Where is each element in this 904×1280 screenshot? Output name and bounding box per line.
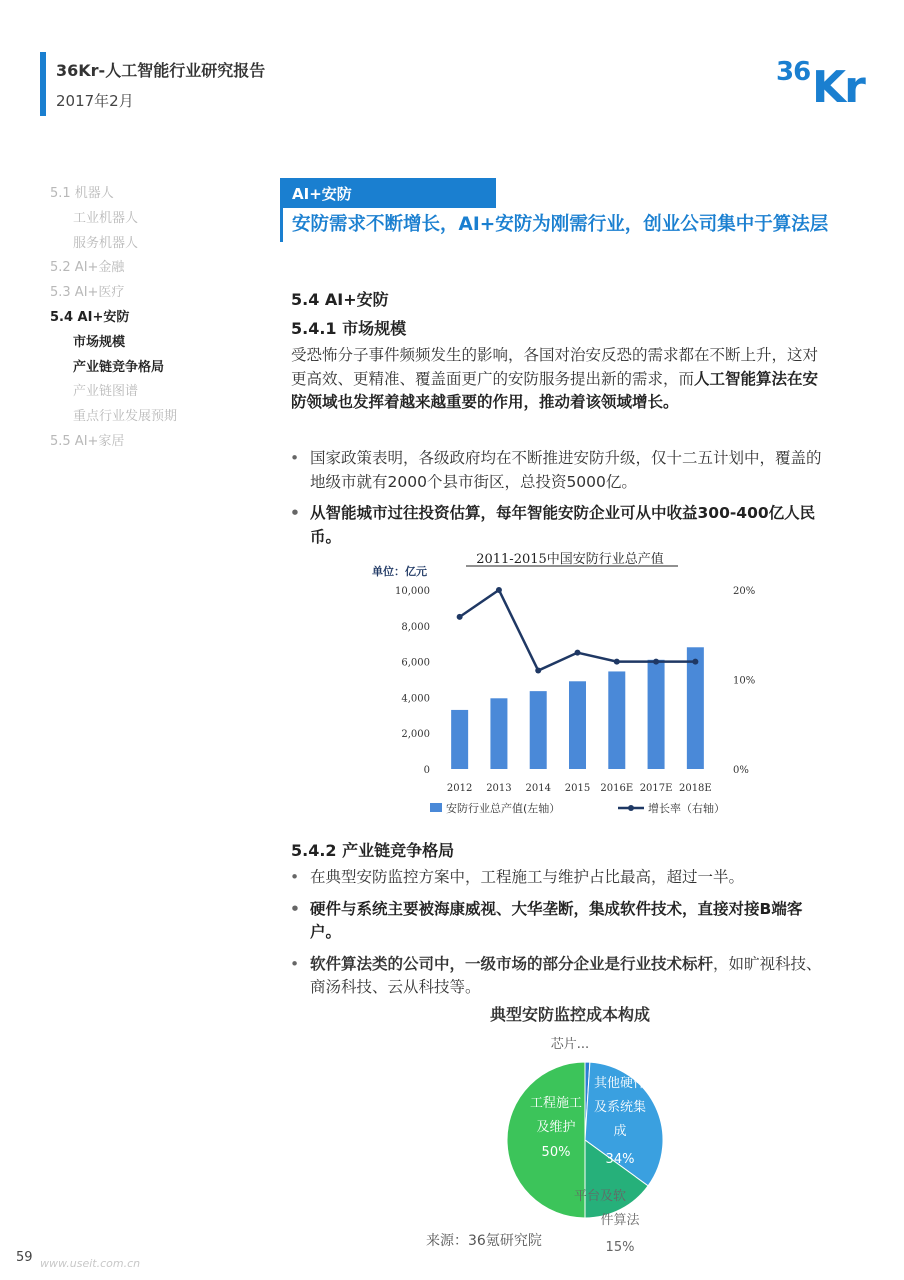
pie-label-hardware-3: 成 <box>613 1124 627 1139</box>
toc-item: 市场规模 <box>73 334 126 350</box>
pie-chart-title: 典型安防监控成本构成 <box>490 1005 651 1024</box>
growth-point-2015 <box>575 650 581 656</box>
pie-label-software-2: 件算法 <box>600 1213 640 1228</box>
y-tick-left: 0 <box>423 765 430 776</box>
legend-bars: 安防行业总产值(左轴） <box>446 802 561 815</box>
x-tick: 2018E <box>678 783 712 794</box>
bar-2017E <box>648 660 665 769</box>
x-tick: 2017E <box>639 783 673 794</box>
toc-item: 5.3 AI+医疗 <box>50 285 125 301</box>
toc-item: 服务机器人 <box>73 235 139 251</box>
cost-structure-pie <box>490 1025 690 1265</box>
x-tick: 2016E <box>600 783 634 794</box>
bar-2016E <box>608 671 625 769</box>
chart-title: 2011-2015中国安防行业总产值 <box>476 552 664 567</box>
y-axis-unit: 单位：亿元 <box>372 565 427 578</box>
bar-2012 <box>451 710 468 769</box>
bullet-policy: • 国家政策表明，各级政府均在不断推进安防升级，仅十二五计划中，覆盖的地级市就有2000个县市街区，总投资5000亿。 <box>288 447 833 494</box>
y-tick-right: 20% <box>733 586 756 597</box>
bullet-software <box>288 953 833 1000</box>
heading-5-4-1: 5.4.1 市场规模 <box>291 319 407 338</box>
bullet-revenue: • 从智能城市过往投资估算，每年智能安防企业可从中收益300-400亿人民币。 <box>288 502 833 549</box>
headline-accent <box>280 208 283 242</box>
header-accent-bar <box>40 52 46 116</box>
section-tag-bar <box>280 178 496 208</box>
y-tick-right: 10% <box>733 675 756 687</box>
toc-item: 5.5 AI+家居 <box>50 433 125 449</box>
paragraph-normal: 受恐怖分子事件频频发生的影响，各国对治安反恐的需求都在不断上升，这对更高效、更精准、覆盖面更广的安防服务提出新的需求，而 <box>291 346 819 388</box>
bullet-hardware: • 硬件与系统主要被海康威视、大华垄断，集成软件技术，直接对接B端客户。 <box>288 898 833 945</box>
security-output-chart <box>360 540 780 825</box>
bullet-software-bold: 软件算法类的公司中，一级市场的部分企业是行业技术标杆 <box>310 954 714 973</box>
table-of-contents <box>50 182 250 455</box>
x-tick: 2015 <box>564 783 591 794</box>
section-tag: AI+安防 <box>292 185 352 203</box>
pie-pct-software: 15% <box>605 1240 635 1255</box>
x-tick: 2012 <box>446 783 473 794</box>
growth-point-2018E <box>692 659 698 665</box>
y-tick-left: 2,000 <box>401 729 430 741</box>
report-date: 2017年2月 <box>56 92 134 110</box>
pie-label-hardware-1: 其他硬件 <box>593 1076 647 1091</box>
x-tick: 2013 <box>486 783 512 794</box>
report-title: 36Kr-人工智能行业研究报告 <box>56 61 266 80</box>
x-tick: 2014 <box>525 783 551 794</box>
pie-label-software-1: 平台及软 <box>573 1189 627 1204</box>
y-tick-left: 10,000 <box>395 586 430 597</box>
bar-2015 <box>569 681 586 769</box>
toc-item: 产业链图谱 <box>73 384 139 400</box>
36kr-logo <box>772 50 872 106</box>
bar-2018E <box>687 647 704 769</box>
pie-label-hardware-2: 及系统集 <box>593 1100 647 1115</box>
growth-point-2017E <box>653 659 659 665</box>
watermark: www.useit.com.cn <box>40 1257 141 1270</box>
toc-item: 工业机器人 <box>73 210 139 226</box>
source-note: 来源：36氪研究院 <box>426 1233 542 1249</box>
paragraph-bold: 人工智能算法在安防领域也发挥着越来越重要的作用，推动着该领域增长。 <box>291 369 819 412</box>
pie-label-engineering-1: 工程施工 <box>529 1096 583 1111</box>
bullet-cost-share: • 在典型安防监控方案中，工程施工与维护占比最高，超过一半。 <box>288 866 833 890</box>
pie-pct-hardware: 34% <box>605 1152 635 1167</box>
chain-bullets <box>288 866 833 1008</box>
toc-item: 5.2 AI+金融 <box>50 260 125 276</box>
y-tick-left: 8,000 <box>401 621 430 633</box>
page-number: 59 <box>16 1250 33 1265</box>
y-tick-left: 6,000 <box>401 657 430 669</box>
legend-swatch-bars <box>430 803 442 812</box>
heading-5-4-2: 5.4.2 产业链竞争格局 <box>291 841 455 860</box>
logo-digits: 36 <box>776 57 811 87</box>
y-tick-left: 4,000 <box>401 693 430 705</box>
market-paragraph <box>291 344 831 415</box>
pie-label-engineering-2: 及维护 <box>536 1120 576 1135</box>
y-tick-right: 0% <box>733 765 749 776</box>
bullet-software-normal: ，如旷视科技、商汤科技、云从科技等。 <box>310 954 822 997</box>
legend-swatch-point <box>628 805 634 811</box>
logo-letters: Kr <box>812 62 864 106</box>
toc-item: 重点行业发展预期 <box>73 409 178 425</box>
toc-item: 5.4 AI+安防 <box>50 309 130 325</box>
growth-point-2014 <box>535 668 541 674</box>
growth-point-2016E <box>614 659 620 665</box>
growth-line <box>460 590 696 671</box>
heading-5-4: 5.4 AI+安防 <box>291 290 389 309</box>
growth-point-2012 <box>457 614 463 620</box>
pie-pct-engineering: 50% <box>541 1145 571 1160</box>
legend-line: 增长率（右轴） <box>648 802 725 815</box>
toc-item: 产业链竞争格局 <box>73 359 165 375</box>
toc-item: 5.1 机器人 <box>50 186 114 201</box>
section-headline: 安防需求不断增长，AI+安防为刚需行业，创业公司集中于算法层 <box>292 214 829 235</box>
bar-2013 <box>490 698 507 769</box>
growth-point-2013 <box>496 587 502 593</box>
pie-label-chip: 芯片... <box>550 1037 590 1052</box>
bar-2014 <box>530 691 547 769</box>
